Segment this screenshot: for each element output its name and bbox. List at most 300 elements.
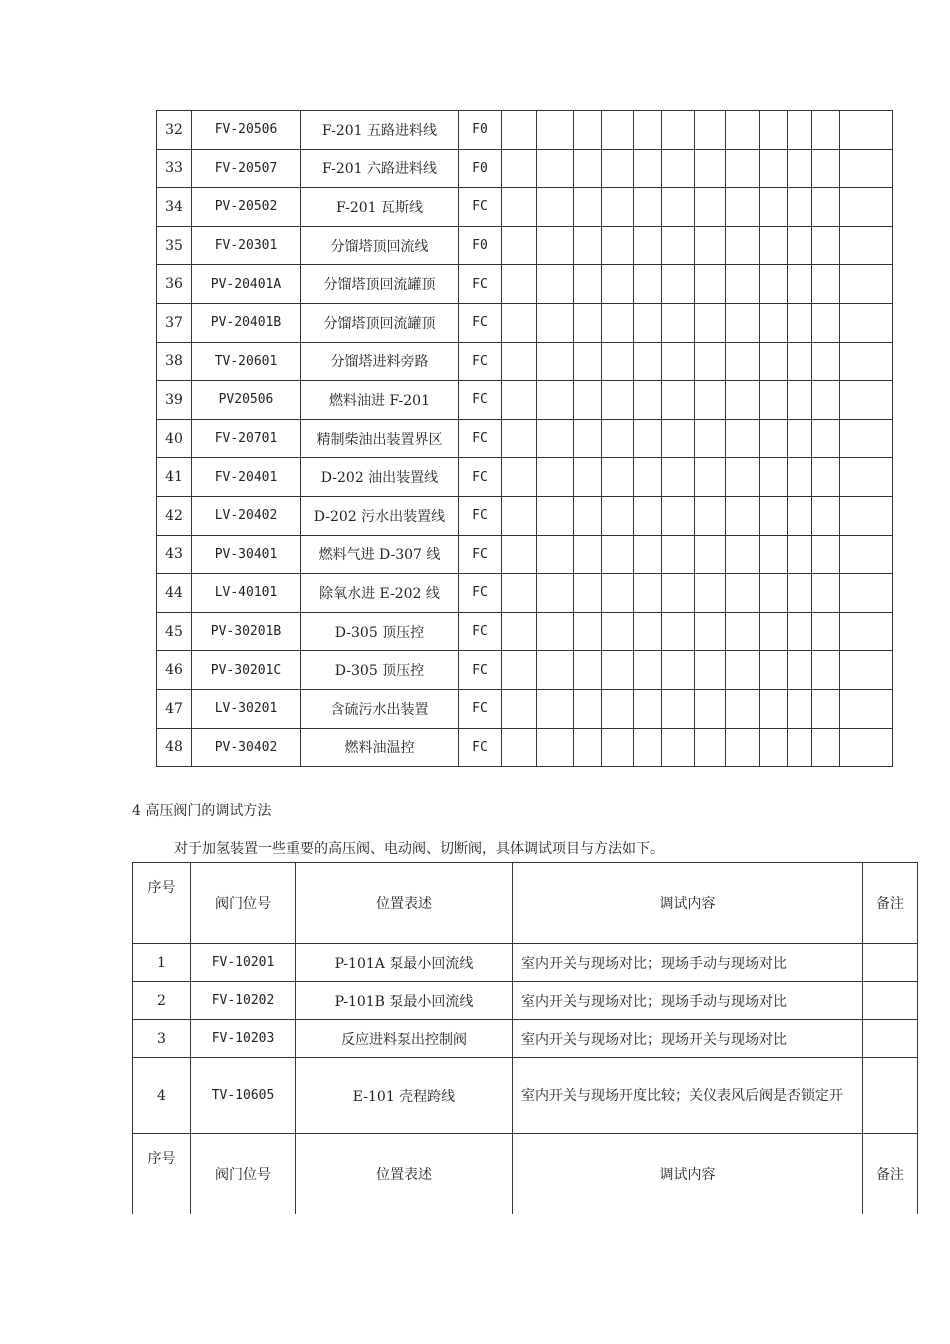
empty-check-cell (840, 265, 893, 304)
empty-check-cell (812, 111, 840, 150)
empty-check-cell (634, 535, 662, 574)
empty-check-cell (695, 188, 726, 227)
empty-check-cell (634, 303, 662, 342)
row-no: 2 (133, 982, 191, 1020)
empty-check-cell (634, 458, 662, 497)
empty-check-cell (695, 265, 726, 304)
empty-check-cell (812, 574, 840, 613)
empty-check-cell (634, 188, 662, 227)
empty-check-cell (760, 535, 788, 574)
empty-check-cell (537, 689, 574, 728)
table-row (157, 381, 893, 420)
empty-check-cell (602, 689, 634, 728)
empty-check-cell (662, 496, 695, 535)
row-desc: 燃料气进 D-307 线 (301, 535, 459, 574)
empty-check-cell (788, 574, 812, 613)
row-fail-mode: FC (459, 728, 502, 767)
row-fail-mode: F0 (459, 149, 502, 188)
empty-check-cell (788, 342, 812, 381)
empty-check-cell (788, 689, 812, 728)
empty-check-cell (695, 728, 726, 767)
row-fail-mode: FC (459, 535, 502, 574)
empty-check-cell (695, 342, 726, 381)
empty-check-cell (574, 612, 602, 651)
empty-check-cell (695, 111, 726, 150)
empty-check-cell (695, 458, 726, 497)
table-row (157, 149, 893, 188)
empty-check-cell (602, 149, 634, 188)
header-tag: 阀门位号 (191, 863, 296, 944)
empty-check-cell (634, 574, 662, 613)
empty-check-cell (840, 496, 893, 535)
empty-check-cell (502, 574, 537, 613)
empty-check-cell (760, 149, 788, 188)
empty-check-cell (760, 226, 788, 265)
table-row (157, 728, 893, 767)
empty-check-cell (602, 458, 634, 497)
row-fail-mode: FC (459, 689, 502, 728)
empty-check-cell (788, 149, 812, 188)
empty-check-cell (695, 303, 726, 342)
empty-check-cell (574, 188, 602, 227)
empty-check-cell (537, 149, 574, 188)
empty-check-cell (634, 265, 662, 304)
row-tag: PV-30402 (192, 728, 301, 767)
empty-check-cell (840, 303, 893, 342)
row-no: 1 (133, 944, 191, 982)
header-content: 调试内容 (513, 863, 863, 944)
empty-check-cell (634, 342, 662, 381)
empty-check-cell (602, 612, 634, 651)
empty-check-cell (502, 149, 537, 188)
table-row (133, 1020, 918, 1058)
row-tag: LV-40101 (192, 574, 301, 613)
row-tag: PV-30201B (192, 612, 301, 651)
empty-check-cell (788, 458, 812, 497)
table-row (157, 574, 893, 613)
row-tag: FV-10203 (191, 1020, 296, 1058)
empty-check-cell (726, 111, 760, 150)
empty-check-cell (760, 728, 788, 767)
empty-check-cell (634, 496, 662, 535)
empty-check-cell (662, 149, 695, 188)
repeated-header-row (133, 1134, 918, 1215)
header-content: 调试内容 (513, 1134, 863, 1215)
empty-check-cell (840, 612, 893, 651)
row-fail-mode: FC (459, 574, 502, 613)
row-desc: D-202 污水出装置线 (301, 496, 459, 535)
empty-check-cell (662, 188, 695, 227)
row-fail-mode: FC (459, 651, 502, 690)
table-row (133, 1058, 918, 1134)
valve-table (156, 110, 893, 767)
empty-check-cell (788, 612, 812, 651)
row-no: 33 (157, 149, 192, 188)
empty-check-cell (812, 226, 840, 265)
empty-check-cell (662, 574, 695, 613)
empty-check-cell (537, 342, 574, 381)
empty-check-cell (662, 458, 695, 497)
empty-check-cell (726, 419, 760, 458)
empty-check-cell (537, 265, 574, 304)
empty-check-cell (574, 574, 602, 613)
empty-check-cell (537, 111, 574, 150)
empty-check-cell (760, 111, 788, 150)
empty-check-cell (760, 458, 788, 497)
row-tag: TV-10605 (191, 1058, 296, 1134)
empty-check-cell (602, 188, 634, 227)
empty-check-cell (760, 689, 788, 728)
row-desc: 分馏塔顶回流罐顶 (301, 265, 459, 304)
table-row (133, 982, 918, 1020)
header-row (133, 863, 918, 944)
empty-check-cell (695, 651, 726, 690)
row-no: 37 (157, 303, 192, 342)
empty-check-cell (634, 419, 662, 458)
empty-check-cell (662, 651, 695, 690)
empty-check-cell (788, 226, 812, 265)
empty-check-cell (726, 188, 760, 227)
empty-check-cell (840, 574, 893, 613)
row-desc: P-101B 泵最小回流线 (296, 982, 513, 1020)
empty-check-cell (840, 689, 893, 728)
empty-check-cell (602, 381, 634, 420)
table-row (157, 303, 893, 342)
empty-check-cell (840, 458, 893, 497)
empty-check-cell (602, 651, 634, 690)
row-desc: F-201 瓦斯线 (301, 188, 459, 227)
empty-check-cell (788, 496, 812, 535)
row-no: 32 (157, 111, 192, 150)
empty-check-cell (760, 342, 788, 381)
empty-check-cell (602, 342, 634, 381)
empty-check-cell (574, 226, 602, 265)
row-desc: 分馏塔顶回流罐顶 (301, 303, 459, 342)
empty-check-cell (840, 651, 893, 690)
row-no: 48 (157, 728, 192, 767)
empty-check-cell (812, 496, 840, 535)
empty-check-cell (634, 226, 662, 265)
row-desc: F-201 六路进料线 (301, 149, 459, 188)
empty-check-cell (760, 303, 788, 342)
empty-check-cell (726, 303, 760, 342)
empty-check-cell (726, 574, 760, 613)
empty-check-cell (788, 728, 812, 767)
empty-check-cell (662, 689, 695, 728)
row-tag: PV-20401A (192, 265, 301, 304)
row-tag: PV20506 (192, 381, 301, 420)
empty-check-cell (662, 265, 695, 304)
empty-check-cell (788, 535, 812, 574)
empty-check-cell (812, 149, 840, 188)
row-tag: FV-20507 (192, 149, 301, 188)
empty-check-cell (602, 535, 634, 574)
empty-check-cell (574, 728, 602, 767)
empty-check-cell (695, 535, 726, 574)
empty-check-cell (537, 574, 574, 613)
row-no: 3 (133, 1020, 191, 1058)
row-tag: FV-10201 (191, 944, 296, 982)
empty-check-cell (840, 226, 893, 265)
empty-check-cell (662, 342, 695, 381)
empty-check-cell (840, 381, 893, 420)
empty-check-cell (574, 689, 602, 728)
row-tag: PV-20401B (192, 303, 301, 342)
table-row (157, 265, 893, 304)
empty-check-cell (502, 265, 537, 304)
empty-check-cell (760, 265, 788, 304)
empty-check-cell (788, 265, 812, 304)
row-fail-mode: FC (459, 496, 502, 535)
row-tag: FV-20701 (192, 419, 301, 458)
empty-check-cell (726, 651, 760, 690)
empty-check-cell (502, 303, 537, 342)
row-no: 43 (157, 535, 192, 574)
row-fail-mode: FC (459, 303, 502, 342)
table-row (133, 944, 918, 982)
empty-check-cell (840, 535, 893, 574)
empty-check-cell (537, 728, 574, 767)
row-tag: PV-30401 (192, 535, 301, 574)
row-note (863, 944, 918, 982)
row-desc: 精制柴油出装置界区 (301, 419, 459, 458)
empty-check-cell (602, 303, 634, 342)
empty-check-cell (634, 381, 662, 420)
row-fail-mode: FC (459, 342, 502, 381)
empty-check-cell (574, 342, 602, 381)
empty-check-cell (812, 419, 840, 458)
row-tag: FV-20506 (192, 111, 301, 150)
empty-check-cell (726, 381, 760, 420)
empty-check-cell (662, 381, 695, 420)
empty-check-cell (726, 728, 760, 767)
empty-check-cell (574, 496, 602, 535)
empty-check-cell (726, 496, 760, 535)
row-fail-mode: FC (459, 612, 502, 651)
row-content: 室内开关与现场对比；现场手动与现场对比 (513, 944, 863, 982)
section-heading: 4 高压阀门的调试方法 (132, 803, 272, 819)
empty-check-cell (812, 728, 840, 767)
row-note (863, 982, 918, 1020)
row-tag: FV-20301 (192, 226, 301, 265)
empty-check-cell (502, 728, 537, 767)
empty-check-cell (537, 496, 574, 535)
row-note (863, 1058, 918, 1134)
row-fail-mode: FC (459, 188, 502, 227)
row-fail-mode: FC (459, 419, 502, 458)
empty-check-cell (537, 303, 574, 342)
empty-check-cell (537, 226, 574, 265)
empty-check-cell (502, 689, 537, 728)
empty-check-cell (634, 111, 662, 150)
row-tag: TV-20601 (192, 342, 301, 381)
empty-check-cell (662, 728, 695, 767)
empty-check-cell (502, 226, 537, 265)
empty-check-cell (726, 535, 760, 574)
empty-check-cell (812, 303, 840, 342)
row-no: 4 (133, 1058, 191, 1134)
table-row (157, 651, 893, 690)
empty-check-cell (726, 612, 760, 651)
empty-check-cell (602, 226, 634, 265)
empty-check-cell (812, 381, 840, 420)
row-desc: F-201 五路进料线 (301, 111, 459, 150)
row-no: 38 (157, 342, 192, 381)
empty-check-cell (662, 612, 695, 651)
row-content: 室内开关与现场对比；现场手动与现场对比 (513, 982, 863, 1020)
empty-check-cell (840, 149, 893, 188)
row-no: 39 (157, 381, 192, 420)
empty-check-cell (662, 419, 695, 458)
empty-check-cell (662, 535, 695, 574)
empty-check-cell (760, 612, 788, 651)
row-fail-mode: FC (459, 381, 502, 420)
empty-check-cell (695, 496, 726, 535)
empty-check-cell (537, 458, 574, 497)
empty-check-cell (537, 419, 574, 458)
row-no: 46 (157, 651, 192, 690)
row-tag: FV-10202 (191, 982, 296, 1020)
empty-check-cell (788, 419, 812, 458)
row-desc: 除氧水进 E-202 线 (301, 574, 459, 613)
empty-check-cell (502, 496, 537, 535)
row-no: 41 (157, 458, 192, 497)
empty-check-cell (502, 535, 537, 574)
empty-check-cell (760, 188, 788, 227)
empty-check-cell (634, 728, 662, 767)
empty-check-cell (502, 111, 537, 150)
table-row (157, 689, 893, 728)
header-no: 序号 (133, 1134, 191, 1215)
empty-check-cell (502, 458, 537, 497)
empty-check-cell (812, 458, 840, 497)
empty-check-cell (840, 419, 893, 458)
empty-check-cell (502, 342, 537, 381)
empty-check-cell (502, 612, 537, 651)
row-tag: FV-20401 (192, 458, 301, 497)
row-note (863, 1020, 918, 1058)
empty-check-cell (695, 574, 726, 613)
row-desc: 反应进料泵出控制阀 (296, 1020, 513, 1058)
table-row (157, 612, 893, 651)
row-desc: D-305 顶压控 (301, 612, 459, 651)
header-desc: 位置表述 (296, 863, 513, 944)
row-fail-mode: F0 (459, 226, 502, 265)
empty-check-cell (695, 381, 726, 420)
empty-check-cell (812, 265, 840, 304)
empty-check-cell (602, 728, 634, 767)
empty-check-cell (537, 535, 574, 574)
row-desc: E-101 壳程跨线 (296, 1058, 513, 1134)
empty-check-cell (812, 342, 840, 381)
empty-check-cell (574, 458, 602, 497)
empty-check-cell (537, 612, 574, 651)
empty-check-cell (602, 419, 634, 458)
row-desc: 含硫污水出装置 (301, 689, 459, 728)
row-desc: 分馏塔顶回流线 (301, 226, 459, 265)
table-row (157, 226, 893, 265)
row-no: 47 (157, 689, 192, 728)
empty-check-cell (726, 265, 760, 304)
table-row (157, 188, 893, 227)
empty-check-cell (574, 651, 602, 690)
empty-check-cell (726, 689, 760, 728)
empty-check-cell (634, 149, 662, 188)
table-row (157, 458, 893, 497)
empty-check-cell (574, 535, 602, 574)
table-row (157, 535, 893, 574)
row-desc: D-202 油出装置线 (301, 458, 459, 497)
empty-check-cell (634, 689, 662, 728)
row-no: 35 (157, 226, 192, 265)
empty-check-cell (537, 188, 574, 227)
empty-check-cell (662, 111, 695, 150)
empty-check-cell (788, 303, 812, 342)
empty-check-cell (537, 381, 574, 420)
row-no: 34 (157, 188, 192, 227)
empty-check-cell (812, 612, 840, 651)
empty-check-cell (726, 342, 760, 381)
row-fail-mode: FC (459, 458, 502, 497)
empty-check-cell (574, 419, 602, 458)
row-no: 40 (157, 419, 192, 458)
empty-check-cell (788, 111, 812, 150)
header-note: 备注 (863, 863, 918, 944)
table-row (157, 419, 893, 458)
empty-check-cell (760, 419, 788, 458)
empty-check-cell (662, 303, 695, 342)
empty-check-cell (760, 496, 788, 535)
empty-check-cell (662, 226, 695, 265)
empty-check-cell (840, 728, 893, 767)
header-no: 序号 (133, 863, 191, 944)
row-fail-mode: F0 (459, 111, 502, 150)
empty-check-cell (574, 111, 602, 150)
empty-check-cell (602, 111, 634, 150)
row-desc: 燃料油进 F-201 (301, 381, 459, 420)
row-fail-mode: FC (459, 265, 502, 304)
row-no: 44 (157, 574, 192, 613)
row-no: 36 (157, 265, 192, 304)
table-row (157, 496, 893, 535)
empty-check-cell (634, 651, 662, 690)
empty-check-cell (695, 226, 726, 265)
empty-check-cell (574, 149, 602, 188)
row-content: 室内开关与现场对比；现场开关与现场对比 (513, 1020, 863, 1058)
empty-check-cell (812, 188, 840, 227)
row-desc: D-305 顶压控 (301, 651, 459, 690)
header-desc: 位置表述 (296, 1134, 513, 1215)
empty-check-cell (840, 188, 893, 227)
empty-check-cell (812, 535, 840, 574)
empty-check-cell (788, 381, 812, 420)
empty-check-cell (537, 651, 574, 690)
table-row (157, 111, 893, 150)
empty-check-cell (602, 574, 634, 613)
empty-check-cell (502, 188, 537, 227)
empty-check-cell (760, 574, 788, 613)
empty-check-cell (574, 381, 602, 420)
row-desc: 燃料油温控 (301, 728, 459, 767)
empty-check-cell (695, 612, 726, 651)
row-content: 室内开关与现场开度比较；关仪表风后阀是否锁定开 (513, 1058, 863, 1134)
row-tag: PV-30201C (192, 651, 301, 690)
header-tag: 阀门位号 (191, 1134, 296, 1215)
empty-check-cell (502, 419, 537, 458)
empty-check-cell (726, 149, 760, 188)
empty-check-cell (695, 149, 726, 188)
intro-paragraph: 对于加氢装置一些重要的高压阀、电动阀、切断阀，具体调试项目与方法如下。 (174, 841, 664, 857)
